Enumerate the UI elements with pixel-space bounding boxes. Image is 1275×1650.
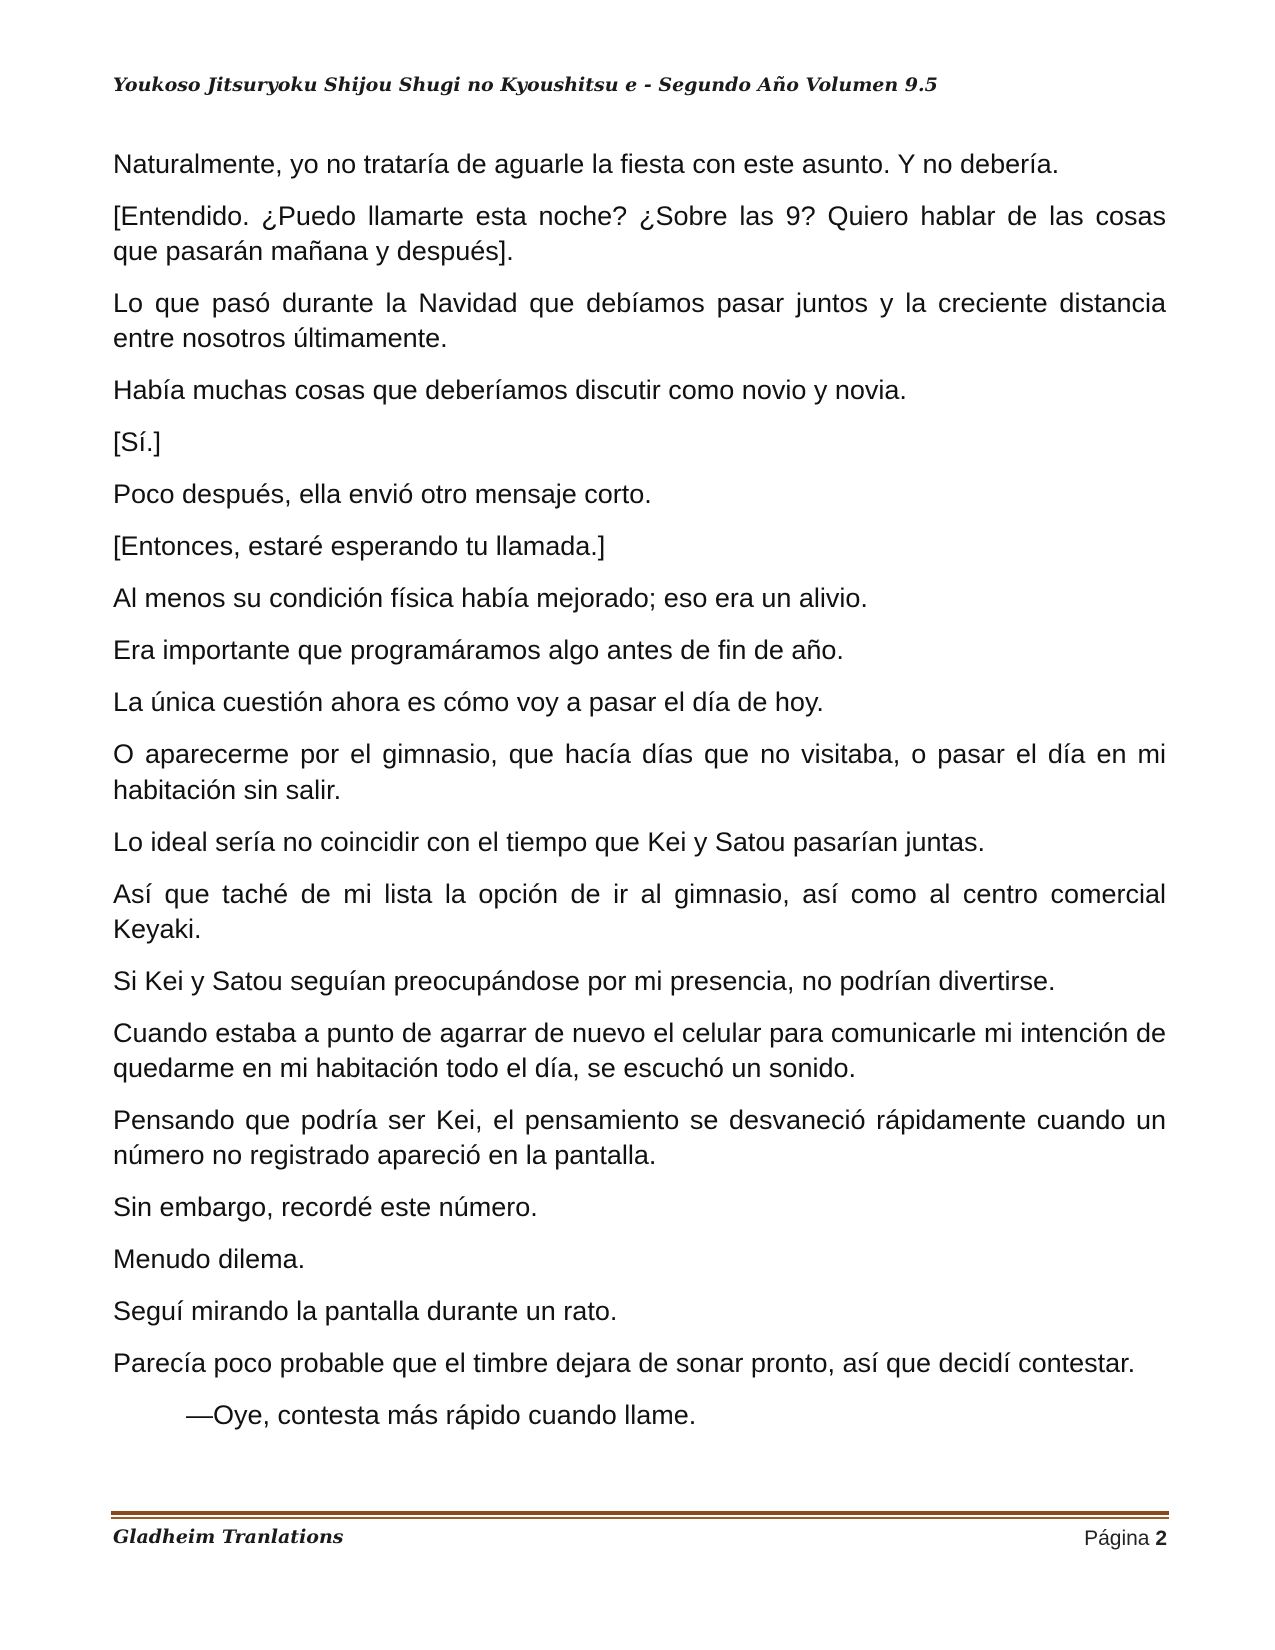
paragraph: O aparecerme por el gimnasio, que hacía días que no visitaba, o pasar el día en mi habitación sin salir. (113, 739, 1166, 805)
paragraph: Seguí mirando la pantalla durante un rato. (113, 1296, 618, 1327)
paragraph: Así que taché de mi lista la opción de ir al gimnasio, así como al centro comercial Keyaki. (113, 878, 1166, 944)
footer-divider (111, 1511, 1169, 1519)
page-number-label (1084, 1527, 1167, 1551)
paragraph: [Entendido. ¿Puedo llamarte esta noche? ¿Sobre las 9? Quiero hablar de las cosas que pasarán mañana y después]. (113, 201, 1166, 267)
paragraph: Era importante que programáramos algo antes de fin de año. (113, 635, 844, 666)
paragraph: Sin embargo, recordé este número. (113, 1192, 538, 1223)
paragraph: Cuando estaba a punto de agarrar de nuevo el celular para comunicarle mi intención de quedarme en mi habitación todo el día, se escuchó un sonido. (113, 1017, 1166, 1084)
footer-credit: Gladheim Tranlations (113, 1526, 344, 1548)
paragraph: [Sí.] (113, 427, 162, 458)
paragraph: [Entonces, estaré esperando tu llamada.] (113, 531, 606, 562)
paragraph: Había muchas cosas que deberíamos discutir como novio y novia. (113, 375, 907, 406)
dialogue-paragraph: —Oye, contesta más rápido cuando llame. (186, 1400, 697, 1431)
body-text (113, 147, 1166, 1450)
paragraph: Lo ideal sería no coincidir con el tiempo que Kei y Satou pasarían juntas. (113, 826, 986, 857)
paragraph: Menudo dilema. (113, 1244, 306, 1275)
footer-divider-thin (111, 1517, 1169, 1519)
page-label: Página (1084, 1527, 1150, 1550)
paragraph: La única cuestión ahora es cómo voy a pasar el día de hoy. (113, 687, 824, 718)
page-number: 2 (1155, 1527, 1167, 1550)
paragraph: Lo que pasó durante la Navidad que debíamos pasar juntos y la creciente distancia entre nosotros últimamente. (113, 288, 1166, 354)
footer-divider-thick (111, 1511, 1169, 1515)
paragraph: Parecía poco probable que el timbre dejara de sonar pronto, así que decidí contestar. (113, 1348, 1136, 1379)
paragraph: Pensando que podría ser Kei, el pensamiento se desvaneció rápidamente cuando un número no registrado apareció en la pantalla. (113, 1105, 1166, 1171)
paragraph: Poco después, ella envió otro mensaje corto. (113, 479, 652, 510)
running-header: Youkoso Jitsuryoku Shijou Shugi no Kyoushitsu e - Segundo Año Volumen 9.5 (113, 74, 938, 96)
paragraph: Naturalmente, yo no trataría de aguarle la fiesta con este asunto. Y no debería. (113, 149, 1060, 179)
paragraph: Al menos su condición física había mejorado; eso era un alivio. (113, 583, 868, 614)
paragraph: Si Kei y Satou seguían preocupándose por mi presencia, no podrían divertirse. (113, 965, 1056, 996)
